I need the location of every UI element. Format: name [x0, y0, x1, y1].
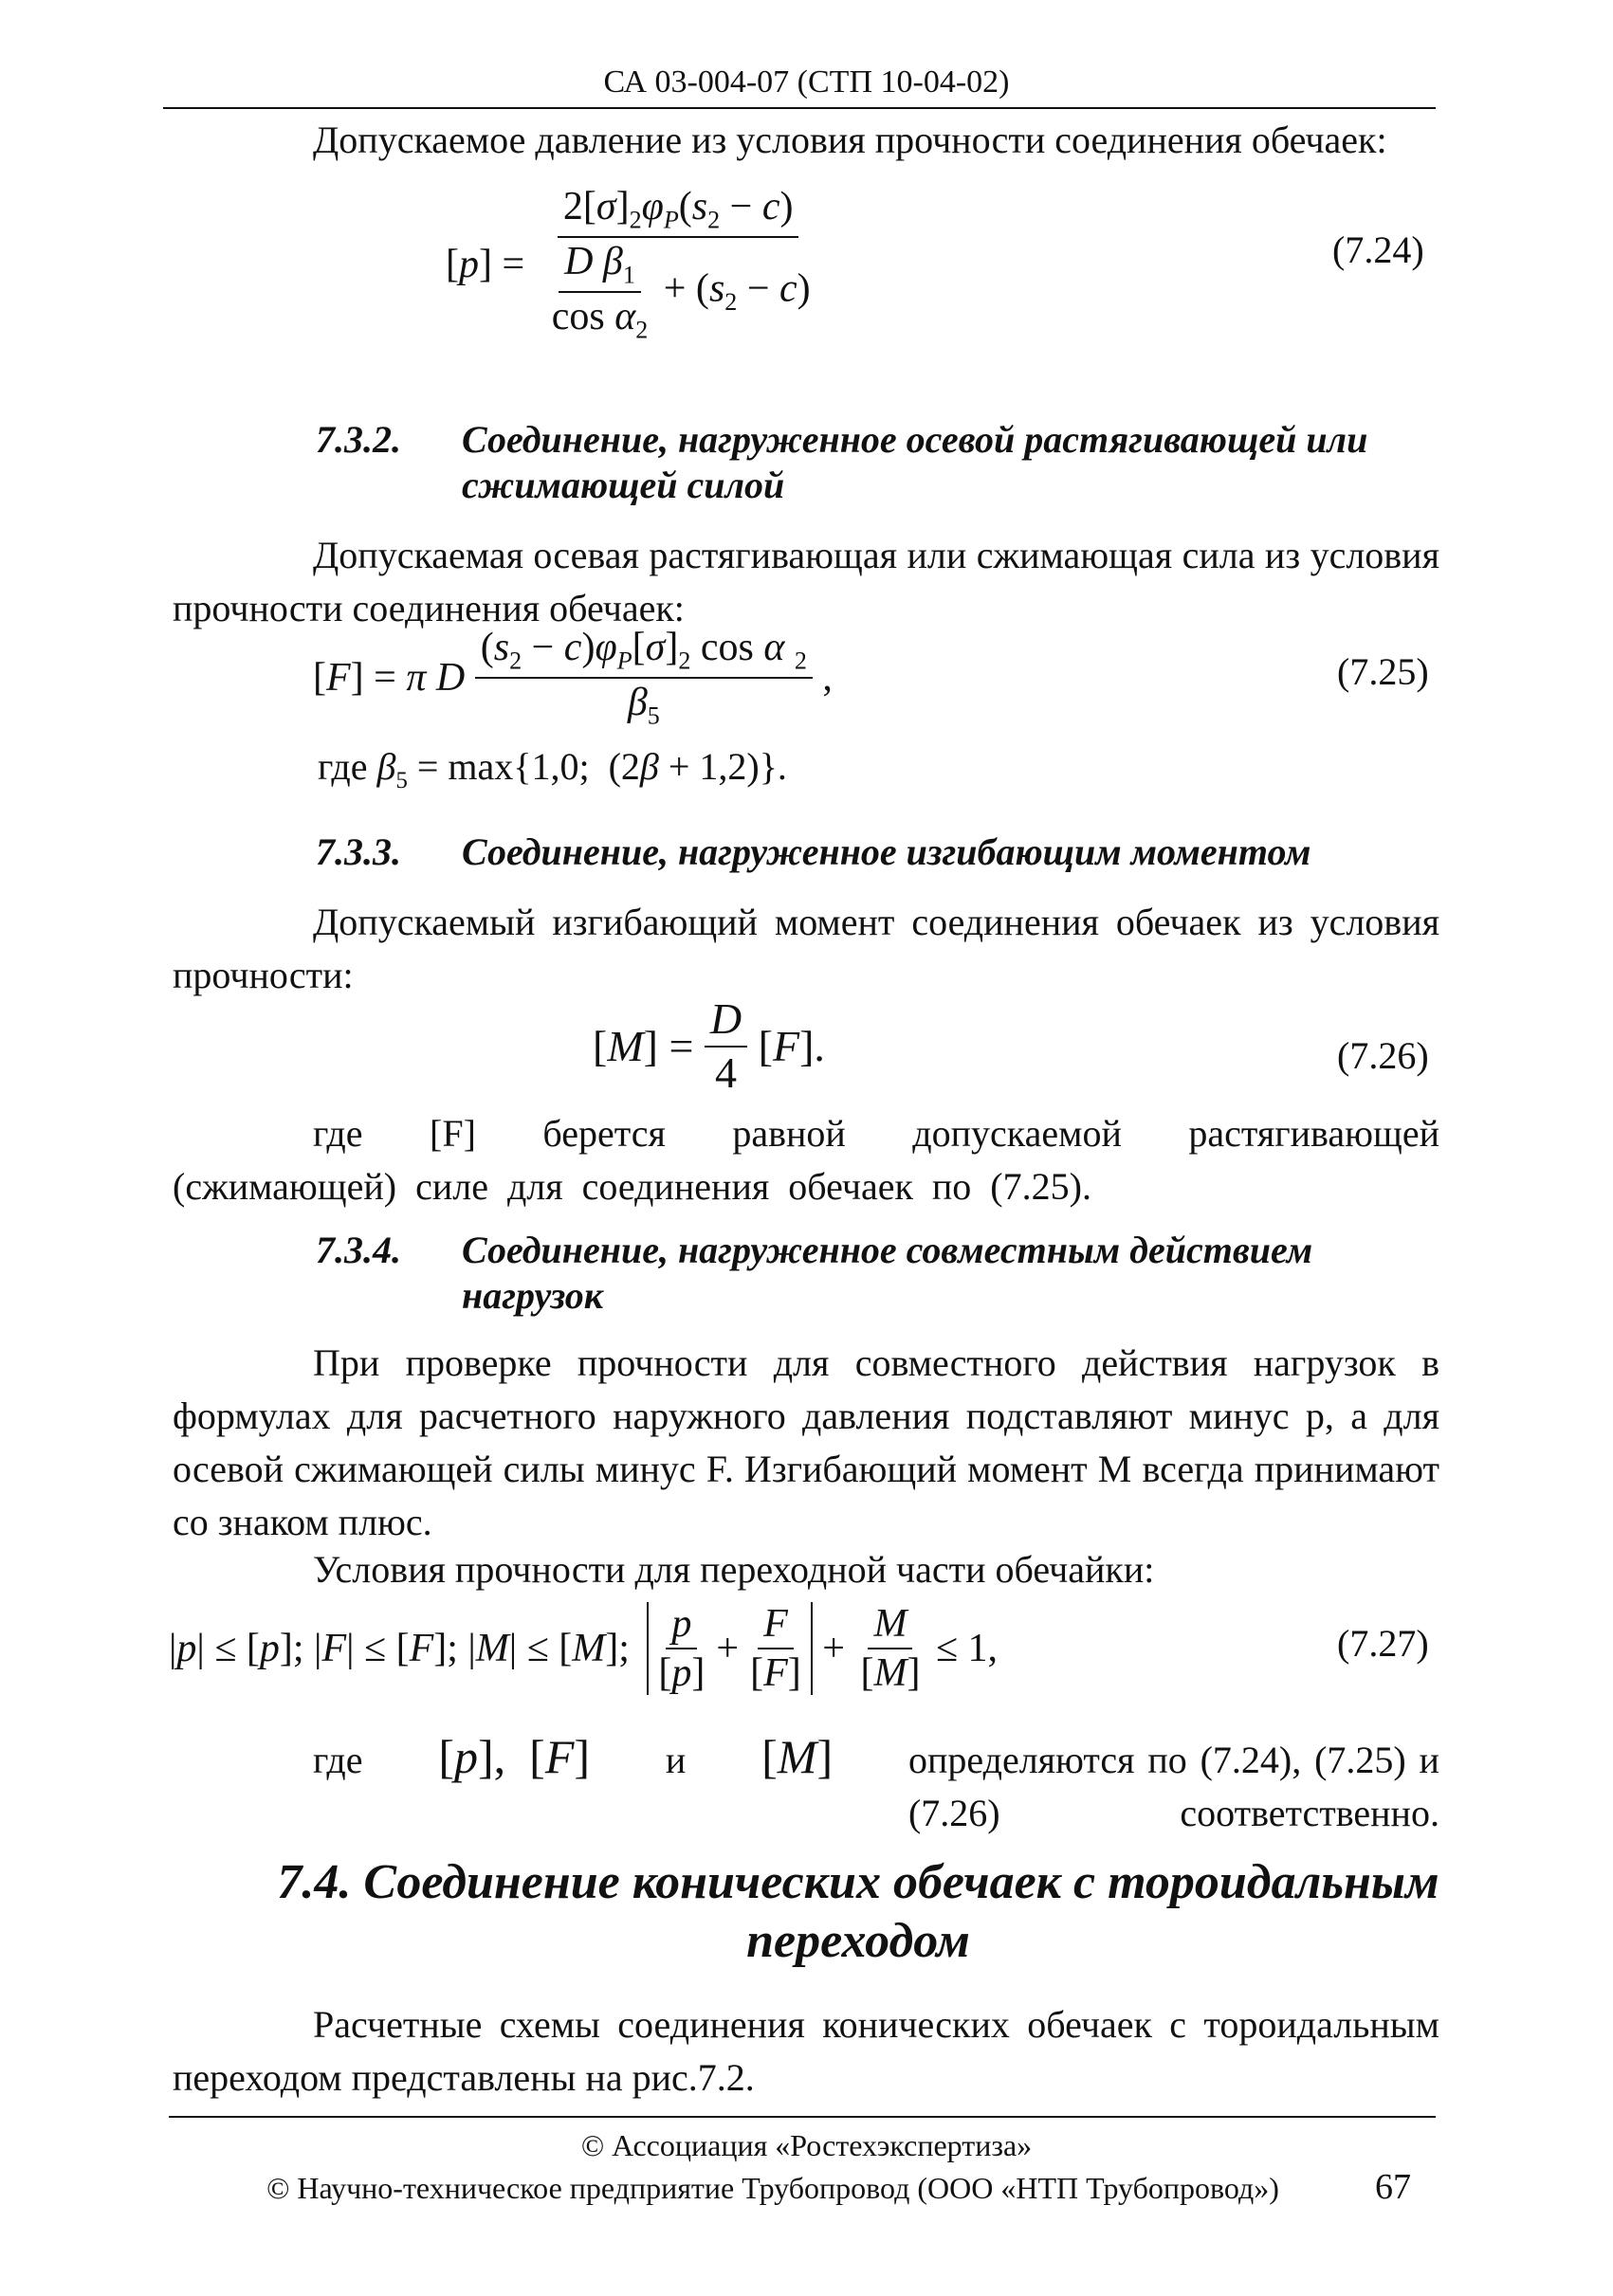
paragraph-2: Допускаемая осевая растягивающая или сжимающая сила из условия прочности соединения обечаек:	[173, 534, 1439, 629]
page-number: 67	[1375, 2167, 1411, 2207]
where-label: где	[313, 1739, 363, 1781]
section-title-7-4: 7.4. Соединение конических обечаек с тороидальным переходом	[277, 1855, 1439, 1968]
equation-number-7-25: (7.25)	[1337, 650, 1429, 693]
paragraph-7: где [p], [F] и [M] определяются по (7.24), (7.25) и (7.26) соответственно.	[173, 1730, 1439, 1840]
paragraph-4: где [F] берется равной допускаемой растягивающей (сжимающей) силе для соединения обечаек по (7.25).	[173, 1112, 1439, 1208]
section-title-7-3-3: Соединение, нагруженное изгибающим моментом	[462, 830, 1311, 873]
equation-7-27: |p| ≤ [p]; |F| ≤ [F]; |M| ≤ [M]; $\frac{p}{[p]}$ + $\frac{F}{[F]}$ + $\frac{M}{[M]}$ ≤ 1,	[169, 1602, 998, 1696]
where-label: где	[318, 745, 368, 788]
footer-line-2: © Научно-техническое предприятие Трубопровод (ООО «НТП Трубопровод»)	[266, 2171, 1279, 2205]
and-word: и	[665, 1739, 687, 1781]
header-rule	[163, 107, 1436, 109]
equation-number-7-26: (7.26)	[1337, 1034, 1429, 1077]
equation-7-26: [M] = $\frac{D}{4}$ [F].	[593, 994, 825, 1097]
section-number-7-3-4: 7.3.4.	[316, 1229, 401, 1271]
section-number-7-3-2: 7.3.2.	[316, 418, 401, 461]
equation-7-25: [F] = π D $\frac{(s_2 - c)\varphi_P[\sigma]_2 \cos \alpha _2}{\beta_5}$ ,	[313, 626, 833, 730]
section-title-7-3-4: Соединение, нагруженное совместным действием нагрузок	[462, 1229, 1313, 1317]
equation-7-25-where: где $\beta_5 = \max\{1,0$; (2β + 1,2)}.	[318, 745, 787, 793]
equation-number-7-24: (7.24)	[1332, 228, 1424, 271]
paragraph-7-tail: определяются по (7.24), (7.25) и (7.26) соответственно.	[907, 1739, 1439, 1834]
section-number-7-3-3: 7.3.3.	[316, 830, 401, 873]
paragraph-6: Условия прочности для переходной части обечайки:	[313, 1548, 1155, 1591]
paragraph-8: Расчетные схемы соединения конических обечаек с тороидальным переходом представлены на рис.7.2.	[173, 2003, 1439, 2099]
footer-line-1: © Ассоциация «Ростехэкспертиза»	[580, 2128, 1033, 2162]
header-doc-code: СА 03-004-07 (СТП 10-04-02)	[603, 64, 1010, 100]
section-title-7-3-2: Соединение, нагруженное осевой растягивающей или сжимающей силой	[462, 418, 1368, 506]
footer-rule	[169, 2116, 1436, 2118]
paragraph-3: Допускаемый изгибающий момент соединения обечаек из условия прочности:	[173, 901, 1439, 996]
equation-number-7-27: (7.27)	[1337, 1622, 1429, 1665]
paragraph-5: При проверке прочности для совместного действия нагрузок в формулах для расчетного наружного давления подставляют минус p, а для осевой сжимающей силы минус F. Изгибающий момент M всегда принимают со знаком плюс.	[173, 1341, 1439, 1543]
paragraph-1: Допускаемое давление из условия прочности соединения обечаек:	[313, 118, 1387, 161]
equation-7-24: [p] = $2[\sigma]_2\varphi_P(s_2 - c)$ $\frac{D \beta_1}{\cos \alpha_2}$ + $(s_2 - c)$	[446, 185, 811, 344]
